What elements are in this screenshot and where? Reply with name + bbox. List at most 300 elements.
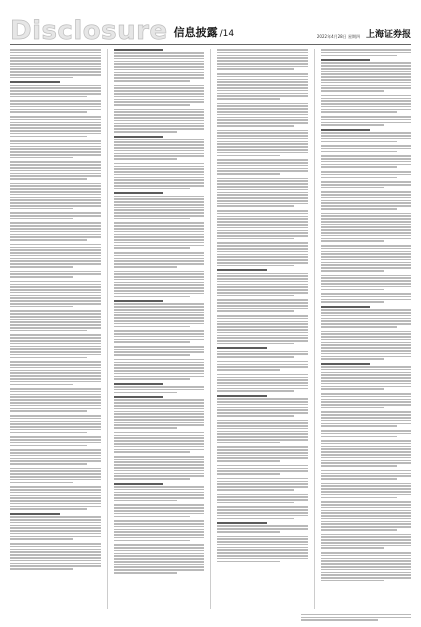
- text-line: [217, 119, 308, 121]
- text-line: [10, 295, 101, 297]
- text-paragraph: [114, 300, 205, 327]
- text-line: [10, 337, 101, 339]
- text-line: [10, 77, 73, 79]
- text-line: [217, 436, 308, 438]
- text-line: [321, 521, 412, 523]
- text-line: [114, 198, 205, 200]
- text-line: [114, 185, 205, 187]
- text-line: [321, 301, 384, 303]
- column-1: [10, 49, 101, 609]
- text-paragraph: [321, 145, 412, 152]
- text-line: [321, 339, 412, 341]
- text-line: [10, 516, 101, 518]
- text-line: [217, 275, 308, 277]
- text-line: [114, 182, 205, 184]
- text-line: [10, 292, 101, 294]
- text-line: [321, 560, 412, 562]
- text-line: [10, 538, 73, 540]
- text-line: [217, 361, 308, 363]
- text-line: [321, 213, 412, 215]
- text-line: [321, 151, 398, 153]
- text-line: [10, 281, 101, 283]
- text-line: [217, 216, 308, 218]
- text-line: [114, 58, 205, 60]
- text-line: [321, 245, 412, 247]
- column-2: [114, 49, 205, 609]
- text-line: [114, 306, 205, 308]
- text-line: [217, 439, 308, 441]
- text-line: [10, 449, 101, 451]
- text-line: [321, 289, 384, 291]
- text-line: [321, 98, 412, 100]
- text-line: [10, 236, 101, 238]
- text-line: [321, 462, 412, 464]
- text-line: [10, 90, 101, 92]
- text-paragraph: [217, 420, 308, 444]
- text-line: [321, 529, 398, 531]
- masthead: [10, 14, 411, 45]
- text-line: [114, 392, 177, 394]
- text-line: [10, 384, 73, 386]
- text-columns: [10, 49, 411, 609]
- text-line: [114, 362, 205, 364]
- text-line: [10, 300, 101, 302]
- text-line: [217, 111, 308, 113]
- text-line: [217, 409, 308, 411]
- text-line: [217, 478, 308, 480]
- text-line: [114, 163, 205, 165]
- text-line: [321, 526, 412, 528]
- text-line: [217, 143, 308, 145]
- text-line: [114, 63, 205, 65]
- text-paragraph: [217, 299, 308, 312]
- text-line: [114, 209, 205, 211]
- text-line: [114, 408, 205, 410]
- text-line: [321, 82, 412, 84]
- text-line: [114, 242, 205, 244]
- text-line: [217, 108, 308, 110]
- header-right: [317, 30, 411, 40]
- text-line: [114, 470, 205, 472]
- text-line: [114, 333, 205, 335]
- text-line: [321, 158, 412, 160]
- text-heading-line: [114, 136, 164, 138]
- text-line: [217, 117, 308, 119]
- text-line: [217, 412, 308, 414]
- text-line: [321, 536, 412, 538]
- text-line: [10, 536, 101, 538]
- text-line: [10, 286, 101, 288]
- text-line: [217, 103, 308, 105]
- text-line: [217, 382, 308, 384]
- text-line: [217, 531, 280, 533]
- text-line: [114, 489, 205, 491]
- text-line: [10, 319, 101, 321]
- text-line: [217, 114, 308, 116]
- text-line: [217, 299, 308, 301]
- text-line: [321, 226, 412, 228]
- text-line: [321, 161, 412, 163]
- text-line: [217, 286, 308, 288]
- text-line: [321, 299, 412, 301]
- text-line: [10, 492, 101, 494]
- text-line: [217, 60, 308, 62]
- text-line: [114, 271, 205, 273]
- text-line: [114, 117, 205, 119]
- text-line: [321, 235, 412, 237]
- text-line: [10, 68, 101, 70]
- text-line: [217, 122, 308, 124]
- text-line: [10, 116, 101, 118]
- text-line: [10, 140, 101, 142]
- text-line: [10, 244, 101, 246]
- text-paragraph: [321, 245, 412, 272]
- text-line: [321, 253, 412, 255]
- text-line: [114, 276, 205, 278]
- text-line: [10, 525, 101, 527]
- text-line: [321, 187, 384, 189]
- column-divider: [107, 49, 108, 609]
- text-paragraph: [114, 252, 205, 268]
- text-line: [321, 197, 412, 199]
- text-line: [114, 341, 191, 343]
- text-line: [217, 496, 308, 498]
- text-line: [217, 232, 308, 234]
- text-line: [321, 344, 412, 346]
- text-line: [114, 279, 205, 281]
- text-line: [114, 558, 205, 560]
- text-line: [321, 478, 398, 480]
- text-line: [321, 558, 412, 560]
- text-paragraph: [321, 59, 412, 92]
- text-paragraph: [217, 506, 308, 519]
- text-line: [217, 420, 308, 422]
- text-paragraph: [217, 347, 308, 357]
- text-line: [321, 542, 412, 544]
- text-line: [321, 488, 412, 490]
- text-line: [114, 399, 205, 401]
- text-line: [321, 155, 412, 157]
- text-line: [10, 161, 101, 163]
- text-line: [10, 394, 101, 396]
- text-line: [321, 259, 412, 261]
- text-line: [10, 313, 101, 315]
- text-line: [321, 369, 412, 371]
- text-paragraph: [114, 432, 205, 453]
- text-line: [10, 146, 101, 148]
- text-line: [217, 422, 308, 424]
- text-line: [10, 557, 101, 559]
- text-line: [217, 449, 308, 451]
- text-line: [321, 386, 412, 388]
- text-line: [114, 260, 205, 262]
- text-line: [10, 436, 101, 438]
- text-paragraph: [321, 116, 412, 126]
- text-line: [321, 73, 412, 75]
- text-line: [321, 62, 412, 64]
- text-line: [217, 205, 294, 207]
- text-line: [321, 423, 412, 425]
- text-paragraph: [114, 192, 205, 219]
- text-paragraph: [217, 446, 308, 462]
- text-line: [217, 486, 308, 488]
- text-paragraph: [114, 163, 205, 190]
- text-paragraph: [114, 483, 205, 502]
- text-line: [114, 494, 205, 496]
- text-line: [321, 103, 412, 105]
- text-line: [217, 162, 308, 164]
- text-paragraph: [217, 103, 308, 127]
- text-line: [10, 164, 101, 166]
- text-line: [217, 457, 308, 459]
- text-line: [114, 123, 205, 125]
- text-line: [114, 155, 205, 157]
- text-line: [114, 564, 205, 566]
- text-paragraph: [10, 100, 101, 113]
- text-line: [217, 547, 308, 549]
- text-line: [10, 563, 101, 565]
- text-line: [10, 148, 101, 150]
- text-line: [321, 457, 412, 459]
- text-line: [321, 141, 398, 143]
- text-line: [321, 440, 412, 442]
- text-line: [10, 111, 87, 113]
- text-line: [10, 52, 101, 54]
- text-line: [217, 210, 308, 212]
- text-line: [10, 218, 73, 220]
- text-line: [217, 428, 308, 430]
- text-line: [114, 405, 205, 407]
- text-line: [114, 225, 205, 227]
- text-line: [217, 329, 308, 331]
- text-line: [321, 448, 412, 450]
- text-line: [217, 379, 308, 381]
- text-line: [114, 544, 205, 546]
- text-line: [10, 321, 101, 323]
- text-line: [114, 114, 205, 116]
- text-line: [114, 547, 205, 549]
- text-line: [114, 290, 205, 292]
- text-line: [217, 385, 308, 387]
- text-line: [321, 377, 412, 379]
- text-line: [321, 497, 398, 499]
- text-line: [10, 109, 101, 111]
- text-line: [321, 350, 412, 352]
- text-paragraph: [321, 129, 412, 142]
- text-line: [10, 151, 101, 153]
- text-line: [321, 111, 398, 113]
- text-line: [321, 85, 412, 87]
- text-paragraph: [114, 359, 205, 380]
- text-line: [114, 93, 205, 95]
- text-line: [114, 120, 205, 122]
- text-line: [321, 569, 412, 571]
- text-line: [114, 150, 205, 152]
- text-paragraph: [10, 415, 101, 433]
- text-paragraph: [114, 346, 205, 356]
- text-line: [10, 284, 101, 286]
- text-paragraph: [114, 544, 205, 573]
- text-line: [114, 204, 205, 206]
- text-line: [321, 518, 412, 520]
- text-line: [321, 460, 412, 462]
- text-line: [217, 323, 308, 325]
- text-line: [114, 478, 191, 480]
- text-line: [321, 552, 412, 554]
- text-paragraph: [321, 363, 412, 390]
- text-line: [10, 546, 101, 548]
- text-line: [114, 87, 205, 89]
- text-line: [217, 446, 308, 448]
- text-line: [10, 127, 101, 129]
- text-line: [114, 443, 205, 445]
- text-line: [114, 504, 205, 506]
- text-line: [217, 470, 308, 472]
- text-paragraph: [10, 49, 101, 78]
- text-line: [217, 146, 308, 148]
- text-paragraph: [114, 85, 205, 106]
- text-line: [217, 265, 294, 267]
- text-line: [321, 122, 412, 124]
- text-line: [114, 171, 205, 173]
- text-line: [321, 425, 398, 427]
- text-line: [10, 423, 101, 425]
- text-line: [10, 361, 101, 363]
- text-line: [217, 452, 308, 454]
- text-paragraph: [217, 315, 308, 344]
- text-line: [114, 370, 205, 372]
- text-line: [321, 510, 412, 512]
- text-heading-line: [114, 383, 164, 385]
- text-line: [217, 141, 308, 143]
- text-line: [10, 340, 101, 342]
- text-line: [114, 326, 191, 328]
- text-paragraph: [217, 178, 308, 207]
- text-heading-line: [114, 300, 164, 302]
- text-line: [10, 533, 101, 535]
- text-line: [10, 565, 101, 567]
- text-line: [10, 167, 101, 169]
- text-line: [114, 467, 205, 469]
- text-line: [217, 245, 308, 247]
- text-line: [10, 154, 101, 156]
- text-line: [114, 320, 205, 322]
- text-line: [114, 432, 205, 434]
- text-line: [217, 98, 280, 100]
- text-line: [321, 205, 412, 207]
- text-line: [10, 497, 101, 499]
- text-line: [217, 415, 294, 417]
- text-paragraph: [321, 275, 412, 291]
- text-paragraph: [10, 161, 101, 179]
- text-line: [217, 138, 308, 140]
- text-line: [217, 230, 308, 232]
- text-line: [10, 334, 101, 336]
- text-line: [114, 252, 205, 254]
- text-line: [321, 49, 412, 51]
- text-line: [217, 289, 308, 291]
- text-line: [10, 234, 101, 236]
- text-line: [321, 309, 412, 311]
- text-line: [217, 343, 294, 345]
- text-line: [321, 116, 412, 118]
- text-line: [321, 483, 412, 485]
- text-line: [321, 238, 412, 240]
- text-line: [321, 417, 412, 419]
- text-paragraph: [321, 393, 412, 409]
- text-line: [217, 558, 308, 560]
- text-line: [217, 321, 308, 323]
- text-line: [10, 375, 101, 377]
- text-paragraph: [321, 155, 412, 168]
- text-line: [321, 280, 412, 282]
- text-line: [114, 378, 191, 380]
- text-line: [10, 388, 101, 390]
- text-line: [10, 124, 101, 126]
- text-line: [321, 191, 412, 193]
- text-line: [217, 465, 308, 467]
- text-paragraph: [114, 271, 205, 298]
- text-line: [217, 538, 308, 540]
- text-line: [321, 572, 412, 574]
- text-heading-line: [217, 522, 267, 524]
- text-line: [321, 326, 398, 328]
- text-line: [217, 194, 308, 196]
- text-line: [114, 354, 191, 356]
- text-line: [114, 218, 191, 220]
- text-line: [114, 144, 205, 146]
- text-line: [114, 537, 205, 539]
- text-line: [217, 197, 308, 199]
- text-line: [217, 460, 280, 462]
- text-line: [217, 189, 308, 191]
- text-paragraph: [217, 130, 308, 157]
- text-paragraph: [321, 483, 412, 499]
- text-paragraph: [321, 430, 412, 437]
- text-line: [321, 331, 412, 333]
- text-line: [114, 422, 205, 424]
- text-line: [114, 312, 205, 314]
- text-line: [321, 411, 412, 413]
- text-paragraph: [114, 222, 205, 249]
- text-line: [114, 168, 205, 170]
- text-line: [321, 124, 384, 126]
- text-line: [114, 449, 205, 451]
- text-line: [10, 173, 101, 175]
- text-paragraph: [321, 440, 412, 467]
- text-line: [114, 231, 205, 233]
- text-line: [10, 405, 101, 407]
- text-line: [321, 248, 412, 250]
- text-line: [114, 74, 205, 76]
- text-line: [114, 416, 205, 418]
- text-line: [10, 199, 101, 201]
- text-line: [114, 523, 205, 525]
- text-line: [114, 52, 205, 54]
- text-line: [217, 213, 308, 215]
- text-line: [321, 229, 412, 231]
- text-line: [217, 515, 308, 517]
- text-line: [114, 336, 205, 338]
- text-paragraph: [114, 504, 205, 517]
- text-paragraph: [321, 552, 412, 581]
- text-line: [217, 281, 308, 283]
- text-paragraph: [114, 109, 205, 133]
- text-paragraph: [217, 536, 308, 563]
- text-paragraph: [321, 191, 412, 209]
- text-line: [10, 381, 101, 383]
- text-paragraph: [217, 478, 308, 491]
